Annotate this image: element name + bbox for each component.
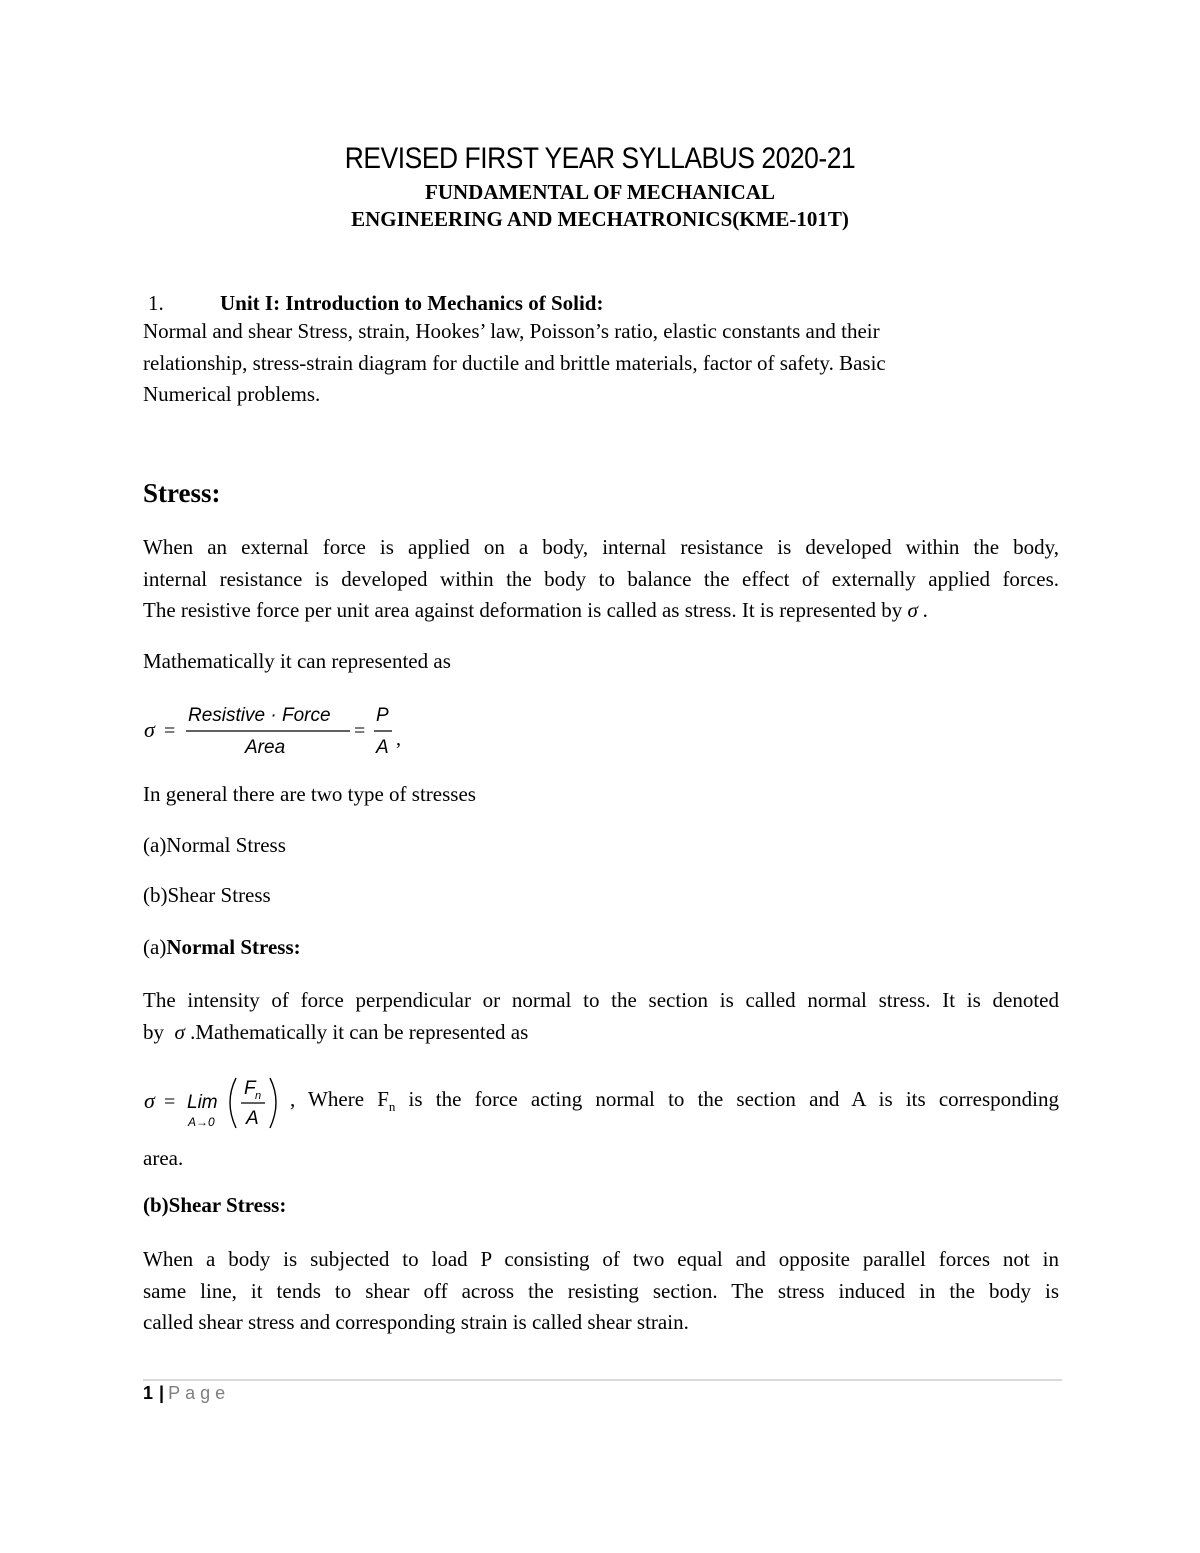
normal-stress-paragraph xyxy=(143,985,1059,1048)
paragraph-line: When an external force is applied on a body, internal resistance is developed within the body, xyxy=(143,535,1059,559)
equation-lhs: σ xyxy=(144,1088,155,1113)
right-paren xyxy=(270,1078,276,1128)
unit-title: Unit I: Introduction to Mechanics of Solid: xyxy=(220,291,604,315)
unit-description-line: Numerical problems. xyxy=(143,382,321,406)
equation-explanation xyxy=(290,1087,1059,1115)
page-number: 1 xyxy=(143,1383,154,1403)
stress-type-normal: (a)Normal Stress xyxy=(143,833,286,857)
equation-equals: = xyxy=(354,720,366,742)
left-paren xyxy=(230,1078,236,1128)
paragraph-line xyxy=(143,595,1059,627)
paragraph-text: .Mathematically it can be represented as xyxy=(190,1019,529,1044)
equation-lhs: σ xyxy=(144,717,155,742)
unit-description-line: Normal and shear Stress, strain, Hookes’ law, Poisson’s ratio, elastic constants and their xyxy=(143,319,880,343)
subscript-n: n xyxy=(388,1099,396,1115)
equation-numerator-p: P xyxy=(376,705,389,726)
paragraph-line xyxy=(143,1017,1059,1049)
stress-equation xyxy=(140,695,440,765)
explanation-line xyxy=(290,1087,1059,1115)
unit-heading xyxy=(144,291,603,316)
normal-stress-title: Normal Stress: xyxy=(166,935,301,959)
equation-denominator-a: A xyxy=(376,737,389,758)
page-footer xyxy=(143,1383,230,1404)
equation-denominator: Area xyxy=(245,737,286,758)
normal-stress-equation xyxy=(140,1060,290,1140)
shear-stress-paragraph xyxy=(143,1244,1059,1339)
paragraph-line: internal resistance is developed within the body to balance the effect of externally applied forces. xyxy=(143,566,1059,591)
paragraph-line: called shear stress and corresponding strain is called shear strain. xyxy=(143,1310,689,1334)
equation-numerator-f: F xyxy=(244,1078,256,1099)
limit-subscript: A→0 xyxy=(188,1115,215,1129)
paragraph-text: by xyxy=(143,1019,164,1044)
equation-denominator: A xyxy=(246,1108,259,1129)
limit-label: Lim xyxy=(187,1092,218,1113)
area-word: area. xyxy=(143,1146,184,1170)
shear-stress-heading: (b)Shear Stress: xyxy=(143,1193,287,1217)
sigma-symbol: σ xyxy=(174,1019,185,1044)
equation-equals: = xyxy=(164,720,176,742)
paragraph-line-text: The resistive force per unit area against deformation is called as stress. It is represented by xyxy=(143,598,903,622)
paragraph-line: When a body is subjected to load P consisting of two equal and opposite parallel forces not in xyxy=(143,1247,1059,1271)
equation-numerator-sub: n xyxy=(255,1090,262,1102)
unit-description xyxy=(143,316,1043,411)
math-intro: Mathematically it can represented as xyxy=(143,649,451,673)
equation-numerator: Resistive · Force xyxy=(188,705,331,726)
paragraph-line: The intensity of force perpendicular or normal to the section is called normal stress. It is denoted xyxy=(143,988,1059,1012)
unit-description-line: relationship, stress-strain diagram for ductile and brittle materials, factor of safety. Basic xyxy=(143,350,886,375)
equation-equals: = xyxy=(164,1091,176,1113)
paragraph-line: same line, it tends to shear off across the resisting section. The stress induced in the body is xyxy=(143,1278,1059,1303)
document-subtitle-line2: ENGINEERING AND MECHATRONICS(KME-101T) xyxy=(351,207,849,231)
normal-stress-heading xyxy=(143,935,301,960)
stress-heading: Stress: xyxy=(143,478,221,508)
stress-type-shear: (b)Shear Stress xyxy=(143,883,271,907)
document-title: REVISED FIRST YEAR SYLLABUS 2020-21 xyxy=(344,142,856,175)
equation-comma: , xyxy=(396,728,401,750)
stress-types-intro: In general there are two type of stresses xyxy=(143,782,476,806)
stress-paragraph xyxy=(143,532,1059,627)
normal-stress-prefix: (a) xyxy=(143,935,167,959)
explanation-text: is the force acting normal to the section and A is its corresponding xyxy=(395,1087,1059,1111)
page-label: Page xyxy=(168,1383,231,1403)
sigma-symbol: σ . xyxy=(907,598,929,622)
footer-separator: | xyxy=(159,1383,165,1403)
document-subtitle-line1: FUNDAMENTAL OF MECHANICAL xyxy=(425,180,775,204)
footer-divider xyxy=(143,1379,1062,1381)
explanation-text: , Where F xyxy=(290,1087,389,1111)
unit-number: 1. xyxy=(148,291,164,315)
